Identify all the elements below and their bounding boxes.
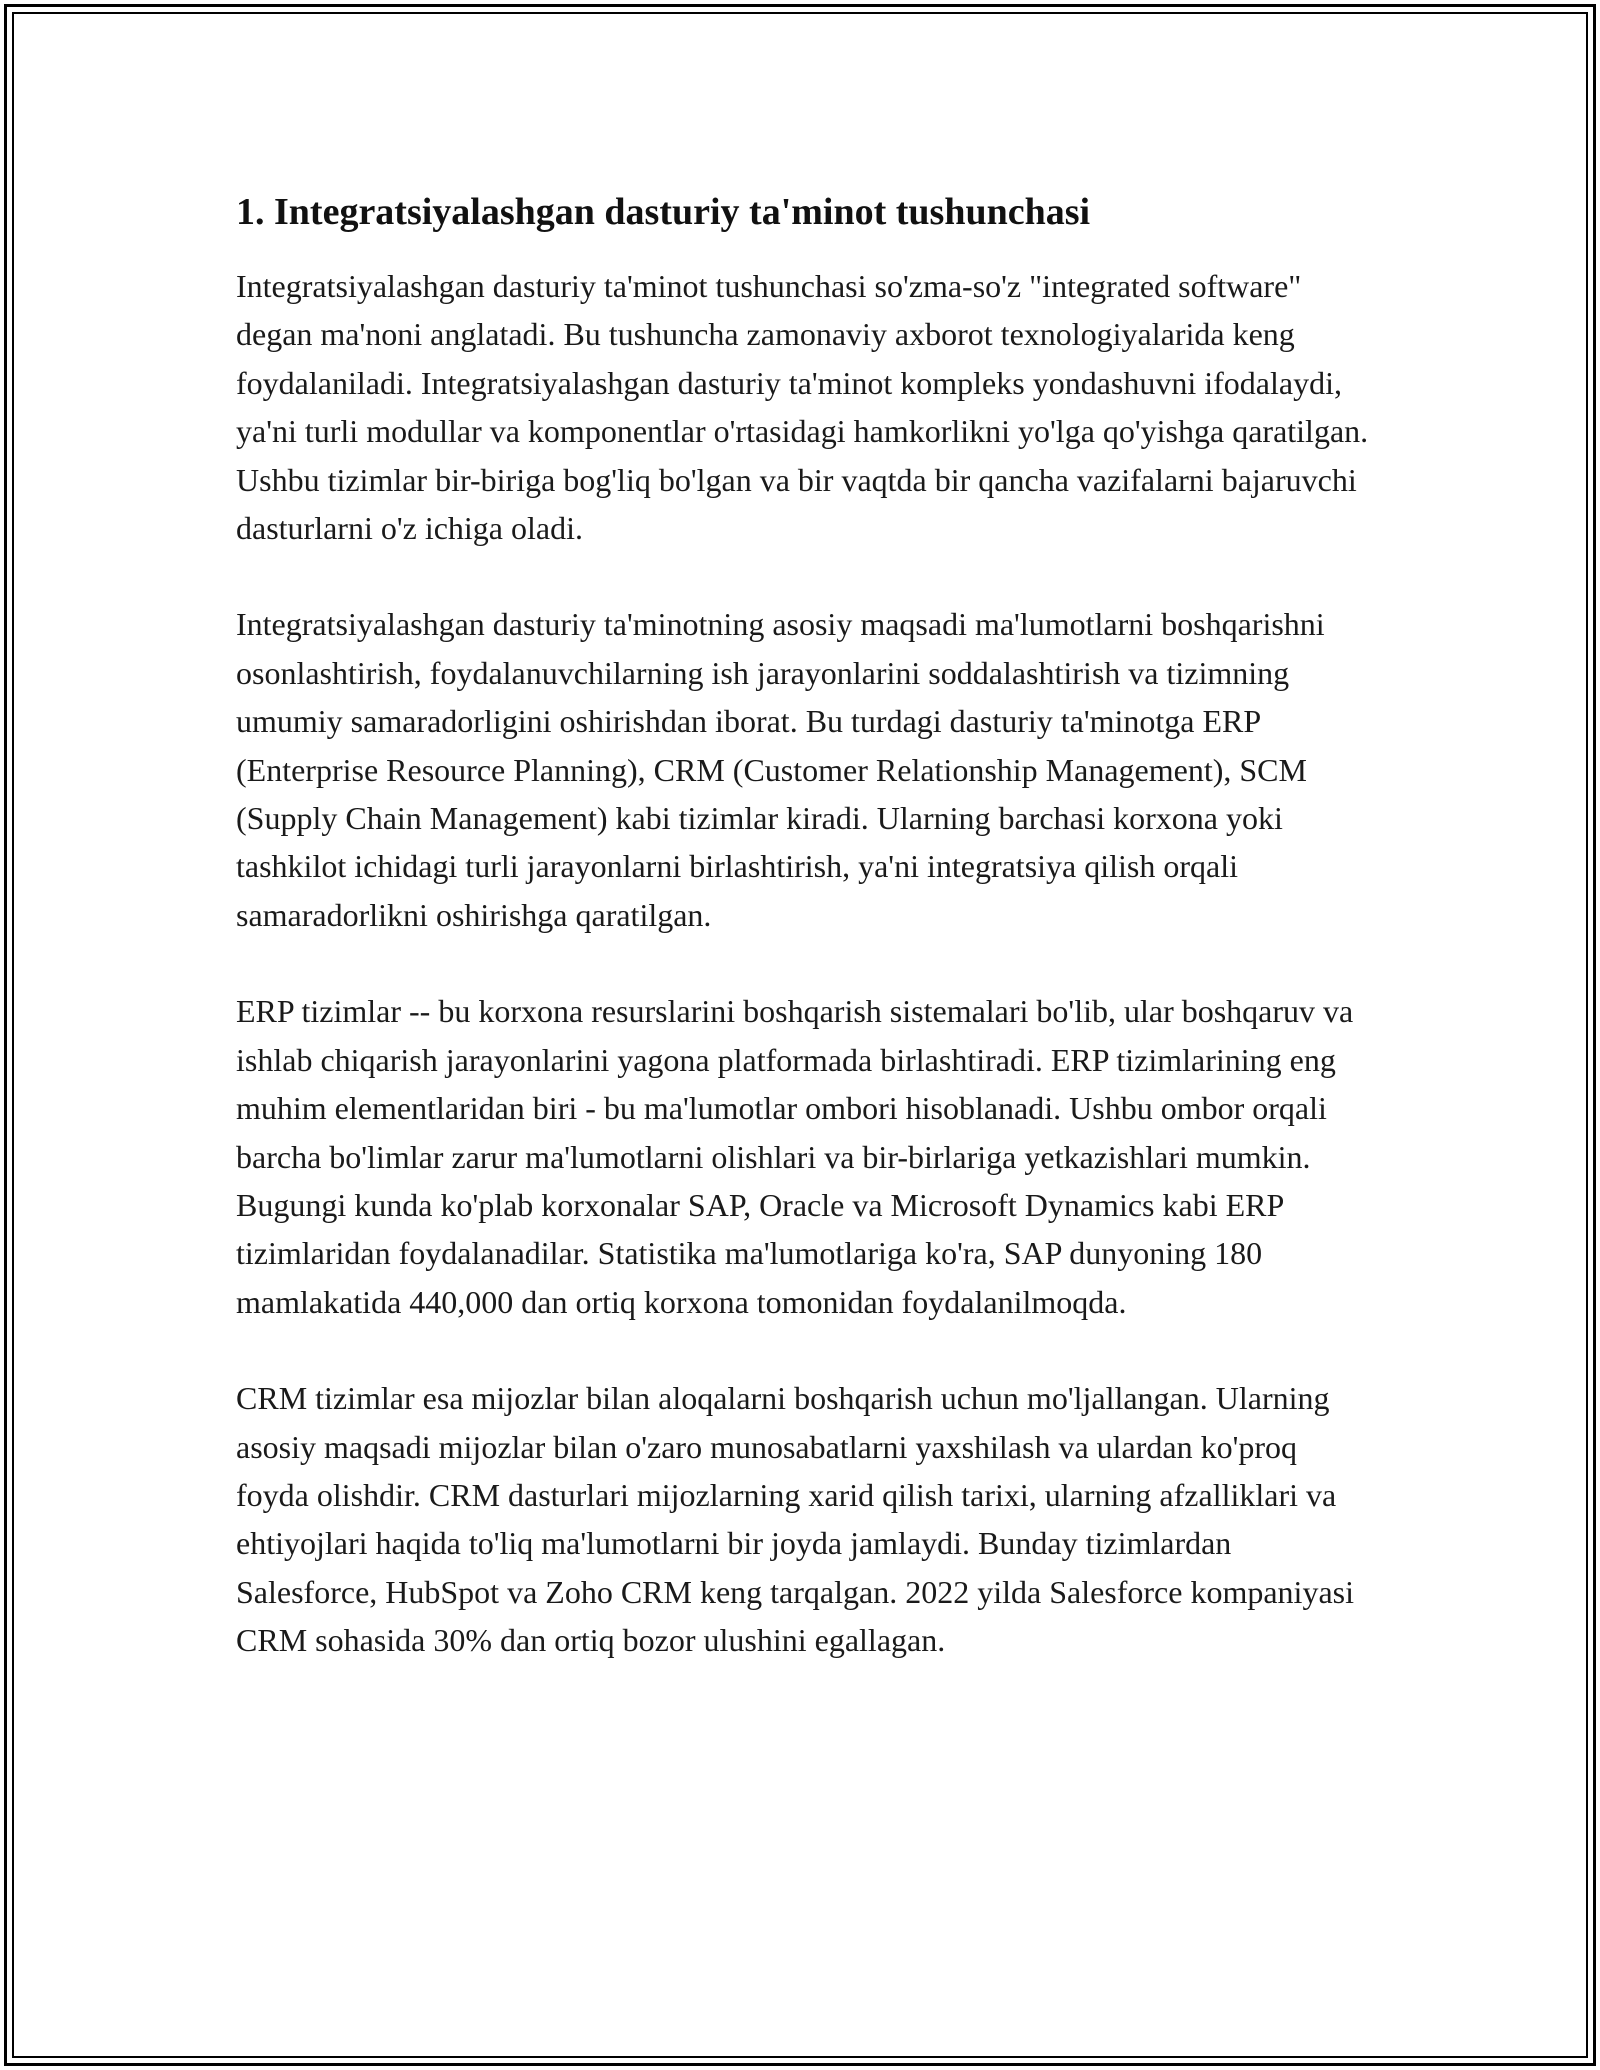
paragraph-intro: Integratsiyalashgan dasturiy ta'minot tushunchasi so'zma-so'z "integrated software" degan ma'noni anglatadi. Bu tushuncha zamonaviy axborot texnologiyalarida keng foydalaniladi. Integratsiyalashgan dasturiy ta'minot kompleks yondashuvni ifodalaydi, ya'ni turli modullar va komponentlar o'rtasidagi hamkorlikni yo'lga qo'yishga qaratilgan. Ushbu tizimlar bir-biriga bog'liq bo'lgan va bir vaqtda bir qancha vazifalarni bajaruvchi dasturlarni o'z ichiga oladi. [236, 268, 1369, 547]
paragraph-crm: CRM tizimlar esa mijozlar bilan aloqalarni boshqarish uchun mo'ljallangan. Ularning asosiy maqsadi mijozlar bilan o'zaro munosabatlarni yaxshilash va ulardan ko'proq foyda olishdir. CRM dasturlari mijozlarning xarid qilish tarixi, ularning afzalliklari va ehtiyojlari haqida to'liq ma'lumotlarni bir joyda jamlaydi. Bunday tizimlardan Salesforce, HubSpot va Zoho CRM keng tarqalgan. 2022 yilda Salesforce kompaniyasi CRM sohasida 30% dan ortiq bozor ulushini egallagan. [236, 1380, 1354, 1659]
paragraph-erp: ERP tizimlar -- bu korxona resurslarini boshqarish sistemalari bo'lib, ular boshqaruv va ishlab chiqarish jarayonlarini yagona platformada birlashtiradi. ERP tizimlarining eng muhim elementlaridan biri - bu ma'lumotlar ombori hisoblanadi. Ushbu ombor orqali barcha bo'limlar zarur ma'lumotlarni olishlari va bir-birlariga yetkazishlari mumkin. Bugungi kunda ko'plab korxonalar SAP, Oracle va Microsoft Dynamics kabi ERP tizimlaridan foydalanadilar. Statistika ma'lumotlariga ko'ra, SAP dunyoning 180 mamlakatida 440,000 dan ortiq korxona tomonidan foydalanilmoqda. [236, 993, 1354, 1320]
document-body [236, 186, 1376, 1713]
paragraph-purpose: Integratsiyalashgan dasturiy ta'minotning asosiy maqsadi ma'lumotlarni boshqarishni osonlashtirish, foydalanuvchilarning ish jarayonlarini soddalashtirish va tizimning umumiy samaradorligini oshirishdan iborat. Bu turdagi dasturiy ta'minotga ERP (Enterprise Resource Planning), CRM (Customer Relationship Management), SCM (Supply Chain Management) kabi tizimlar kiradi. Ularning barchasi korxona yoki tashkilot ichidagi turli jarayonlarni birlashtirish, ya'ni integratsiya qilish orqali samaradorlikni oshirishga qaratilgan. [236, 606, 1325, 933]
section-heading: 1. Integratsiyalashgan dasturiy ta'minot tushunchasi [236, 191, 1091, 233]
